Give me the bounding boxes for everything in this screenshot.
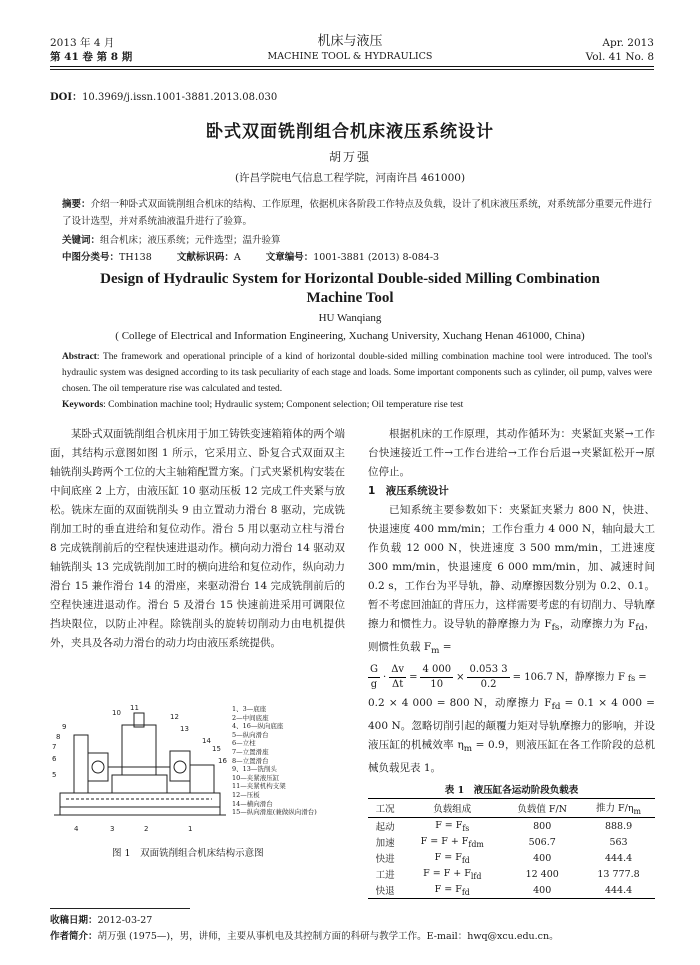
table-cell bbox=[402, 850, 502, 866]
table-cell: 13 777.8 bbox=[597, 868, 640, 880]
table-cell: 快进 bbox=[375, 854, 395, 866]
legend-item: 8—立置滑台 bbox=[232, 756, 269, 765]
col-load-value: 负载值 F/N bbox=[502, 799, 582, 818]
milling-head-right bbox=[170, 751, 190, 781]
machine-structure-drawing bbox=[52, 705, 227, 837]
frac-dv-den: Δt bbox=[392, 679, 404, 691]
callout-16: 16 bbox=[218, 757, 227, 765]
header-date: 2013 年 4 月 bbox=[50, 37, 115, 49]
legend-item: 9、13—铣削头 bbox=[232, 765, 277, 774]
col-thrust-sub: m bbox=[633, 807, 642, 817]
frac-n2-num: 0.053 3 bbox=[467, 663, 509, 678]
figure-legend bbox=[232, 705, 317, 817]
table-cell: 506.7 bbox=[528, 836, 556, 848]
journal-name-en: MACHINE TOOL & HYDRAULICS bbox=[267, 51, 433, 62]
legend-item: 5—纵向滑台 bbox=[232, 730, 269, 739]
frac-n1 bbox=[420, 663, 453, 692]
cell-subscript: fd bbox=[461, 855, 470, 865]
footnote bbox=[50, 913, 559, 945]
sub-fd: fd bbox=[635, 623, 645, 634]
table-cell: 400 bbox=[533, 852, 552, 864]
keywords-en bbox=[62, 400, 463, 410]
table-cell bbox=[402, 866, 502, 882]
table-cell: 800 bbox=[533, 820, 552, 832]
legend-item: 12—压板 bbox=[232, 790, 260, 799]
cell-text: F = F bbox=[435, 819, 463, 831]
cell-text: F = F + F bbox=[423, 867, 471, 879]
doi-label: DOI bbox=[50, 92, 73, 103]
legend-item: 6—立柱 bbox=[232, 739, 256, 748]
milling-head-left bbox=[88, 753, 108, 781]
table-cell: 400 bbox=[502, 882, 582, 899]
affiliation-cn: (许昌学院电气信息工程学院，河南许昌 461000) bbox=[234, 172, 466, 184]
transverse-slide bbox=[190, 765, 214, 793]
callout-3: 3 bbox=[110, 825, 115, 833]
load-table bbox=[368, 798, 655, 899]
article-no-value: 1001-3881 (2013) 8-084-3 bbox=[313, 252, 440, 263]
parameters-text-3: ，则惯性负载 F bbox=[368, 618, 655, 654]
table-cell: 加速 bbox=[375, 838, 395, 850]
load-table-body bbox=[368, 818, 655, 899]
cell-text: F = F bbox=[434, 851, 462, 863]
table-cell: 563 bbox=[609, 836, 628, 848]
col-load-composition: 负载组成 bbox=[402, 799, 502, 818]
sub-fd-2: fd bbox=[551, 702, 561, 713]
column bbox=[74, 735, 88, 793]
frac-n2-den: 0.2 bbox=[480, 679, 497, 691]
doi: DOI：10.3969/j.issn.1001-3881.2013.08.030 bbox=[50, 92, 278, 103]
friction-paragraph bbox=[368, 694, 655, 778]
col-thrust-text: 推力 F/η bbox=[596, 803, 634, 815]
callout-1: 1 bbox=[188, 825, 193, 833]
left-column bbox=[50, 425, 345, 653]
title-en bbox=[0, 270, 700, 308]
frac-g-num: G bbox=[368, 663, 380, 678]
work-cycle-paragraph: 根据机床的工作原理，其动作循环为：夹紧缸夹紧→工作台快速接近工件→工作台进给→工作台后退→夹紧缸松开→原位停止。 bbox=[368, 428, 655, 478]
table-row bbox=[368, 882, 655, 899]
frac-n2 bbox=[467, 663, 509, 692]
author-en: HU Wanqiang bbox=[318, 312, 382, 324]
frac-g-den: g bbox=[370, 679, 378, 691]
table-cell: 444.4 bbox=[604, 852, 633, 864]
legend-item: 4、16—纵向底座 bbox=[232, 722, 284, 731]
legend-item: 1、3—底座 bbox=[232, 705, 267, 713]
table-cell bbox=[402, 818, 502, 835]
header-volume: 第 41 卷 第 8 期 bbox=[50, 51, 133, 63]
doi-value: 10.3969/j.issn.1001-3881.2013.08.030 bbox=[82, 92, 278, 103]
author-bio-text: 胡万强 (1975—)，男，讲师，主要从事机电及其控制方面的科研与教学工作。E-mail：hwq@xcu.edu.cn。 bbox=[97, 931, 559, 942]
received-value: 2012-03-27 bbox=[97, 915, 153, 926]
callout-9: 9 bbox=[62, 723, 67, 731]
table-header-row bbox=[368, 799, 655, 818]
table-row bbox=[368, 834, 655, 850]
frac-n1-num: 4 000 bbox=[420, 663, 453, 678]
sub-fs: fs bbox=[551, 623, 560, 634]
table-cell: 444.4 bbox=[582, 882, 655, 899]
table-row bbox=[368, 850, 655, 866]
callout-10: 10 bbox=[112, 709, 121, 717]
title-en-line2: Machine Tool bbox=[306, 290, 394, 306]
title-en-line1: Design of Hydraulic System for Horizontal Double-sided Milling Combination bbox=[100, 271, 600, 287]
keywords-en-text: : Combination machine tool; Hydraulic system; Component selection; Oil temperature rise test bbox=[103, 400, 464, 410]
header-rule bbox=[50, 66, 654, 67]
parameters-text-2: ，动摩擦力为 F bbox=[559, 618, 636, 630]
inertia-formula: $\frac{G}{g}$ · $\frac{\Delta v}{\Delta t}$ = $\frac{4 000}{10}$ × $\frac{0.053 3}{0.2}$ = 106.7 N，静摩擦力 F fs = bbox=[370, 664, 647, 691]
table-1-caption: 表 1 液压缸各运动阶段负载表 bbox=[444, 785, 579, 797]
abstract-cn bbox=[62, 196, 652, 230]
abstract-cn-label: 摘要： bbox=[62, 199, 91, 210]
footnote-rule bbox=[50, 908, 190, 909]
sub-eta: m bbox=[463, 744, 473, 755]
cell-subscript: fd bbox=[461, 887, 470, 897]
legend-item: 14—横向滑台 bbox=[232, 799, 273, 808]
friction-text: 0.2 × 4 000 = 800 N，动摩擦力 F bbox=[368, 697, 552, 710]
title-cn: 卧式双面铣削组合机床液压系统设计 bbox=[206, 122, 494, 142]
header-vol-en: Vol. 41 No. 8 bbox=[585, 51, 654, 63]
abstract-en-text: : The framework and operational principle of a kind of horizontal double-sided milling combination machine tool were introduced. The tool's hydraulic system was designed according to its task peculiarity of each stage and loads. Some important components such as cylinder, oil pump, valves were chosen. The oil temperature rise was calculated and tested. bbox=[62, 352, 652, 394]
author-bio-label: 作者简介： bbox=[50, 931, 98, 942]
callout-14: 14 bbox=[202, 737, 211, 745]
legend-item: 15—纵向滑座(兼做纵向滑台) bbox=[232, 808, 317, 817]
friction-text-2: = 0.1 × 4 000 = 400 N。忽略切削引起的颠覆力矩对导轨摩擦力的影响，并设液压缸的机械效率 η bbox=[368, 697, 655, 752]
col-condition: 工况 bbox=[368, 799, 402, 818]
cell-text: F = F bbox=[434, 883, 462, 895]
col-thrust bbox=[582, 799, 655, 818]
legend-item: 7—立置滑座 bbox=[232, 747, 269, 756]
cell-subscript: fd bbox=[473, 871, 482, 881]
abstract-cn-text: 介绍一种卧式双面铣削组合机床的结构、工作原理，依据机床各阶段工作特点及负载，设计了机床液压系统，对系统部分重要元件进行了设计选型，并对系统油液温升进行了验算。 bbox=[62, 199, 652, 227]
sub-m: m bbox=[431, 646, 440, 657]
cell-subscript: m bbox=[476, 839, 484, 849]
table-cell: 快退 bbox=[368, 882, 402, 899]
table-row bbox=[368, 866, 655, 882]
abstract-en-label: Abstract bbox=[62, 352, 97, 362]
journal-name-cn: 机床与液压 bbox=[317, 34, 383, 49]
clc-value: TH138 bbox=[119, 252, 152, 263]
cell-subscript: fs bbox=[462, 823, 470, 833]
callout-2: 2 bbox=[144, 825, 149, 833]
callout-8: 8 bbox=[56, 733, 61, 741]
header-date-en: Apr. 2013 bbox=[602, 37, 654, 49]
frac-g bbox=[368, 663, 380, 692]
author-cn: 胡万强 bbox=[328, 150, 371, 164]
author-bio bbox=[50, 929, 559, 945]
frac-n1-den: 10 bbox=[430, 679, 444, 691]
table-cell: 起动 bbox=[375, 822, 395, 834]
cell-text: F = F + F bbox=[420, 835, 469, 847]
base-outline bbox=[60, 793, 220, 807]
figure-1 bbox=[52, 705, 352, 859]
keywords-en-label: Keywords bbox=[62, 400, 104, 410]
legend-item: 10—夹紧液压缸 bbox=[232, 773, 280, 782]
legend-item: 2—中间底座 bbox=[232, 713, 269, 722]
legend-item: 11—夹紧机构支架 bbox=[232, 782, 286, 791]
callout-6: 6 bbox=[52, 755, 57, 763]
clc-label: 中图分类号： bbox=[62, 252, 120, 263]
classification-cn bbox=[62, 249, 439, 263]
table-cell bbox=[402, 882, 502, 899]
formula-result: = 106.7 N，静摩擦力 F bbox=[512, 671, 625, 683]
sub-fs-2: fs bbox=[627, 672, 636, 683]
received-date bbox=[50, 913, 559, 929]
figure-1-caption: 图 1 双面铣削组合机床结构示意图 bbox=[112, 848, 264, 859]
callout-11: 11 bbox=[130, 705, 139, 712]
callout-15: 15 bbox=[212, 745, 221, 753]
keywords-cn bbox=[62, 232, 281, 246]
table-row bbox=[368, 818, 655, 835]
abstract-en bbox=[62, 349, 652, 397]
callout-13: 13 bbox=[180, 725, 189, 733]
friction-text-3: = 0.9，则液压缸在各工作阶段的总机械负载见表 1。 bbox=[368, 739, 655, 775]
table-cell: 工进 bbox=[375, 870, 395, 882]
callout-12: 12 bbox=[170, 713, 179, 721]
article-no-label: 文章编号： bbox=[265, 252, 314, 263]
keywords-cn-text: 组合机床；液压系统；元件选型；温升验算 bbox=[100, 235, 281, 246]
affiliation-en: ( College of Electrical and Information Engineering, Xuchang University, Xuchang Henan 461000, China) bbox=[115, 330, 585, 342]
header-rule-2 bbox=[50, 69, 654, 70]
callout-5: 5 bbox=[52, 771, 57, 779]
header-volume-en bbox=[586, 36, 654, 64]
section-heading: 1 液压系统设计 bbox=[368, 485, 449, 497]
cell-subscript: fd bbox=[468, 839, 477, 849]
doc-code-value: A bbox=[233, 252, 241, 263]
frac-dv-num: Δv bbox=[389, 663, 406, 678]
received-label: 收稿日期： bbox=[50, 915, 98, 926]
parameters-paragraph: 已知系统主要参数如下：夹紧缸夹紧力 800 N，快进、快退速度 400 mm/min；工作台重力 4 000 N，轴向最大工作负载 12 000 N，快进速度 3 500 mm/min，工进速度 300 mm/min，快退速度 6 000 mm/min，加、减速时间 0.2 s，工作台为平导轨，静、动摩擦因数分别为 0.2、0.1。暂不考虑回油缸的背压力，这样需要考虑的有切削力、导轨摩擦力和惯性力。设导轨的静摩擦力为 $F_{fs}$，动摩擦力为 $F_{fd}$，则惯性负载 $F_m$ = bbox=[368, 504, 655, 657]
doc-code-label: 文献标识码： bbox=[176, 252, 234, 263]
intro-paragraph: 某卧式双面铣削组合机床用于加工铸铁变速箱箱体的两个端面，其结构示意图如图 1 所示，它采用立、卧复合式双面双主轴铣削头跨两个工位的大主轴箱配置方案。门式夹紧机构安装在中间底座 2 上方，由液压缸 10 驱动压板 12 完成工件夹紧与放松。铣床左面的双面铣削头 9 由立置动力滑台 8 驱动，完成铣削加工时的垂直进给和复位动作。滑台 5 用以驱动立柱与滑台 8 完成铣削前后的空程快速进退动作。横向动力滑台 14 驱动双轴铣削头 13 完成铣削加工时的横向进给和复位动作，纵向动力滑台 15 兼作滑台 14 的滑座，来驱动滑台 14 完成铣削前后的空程快速进退动作。滑台 5 及滑台 15 快速前进采用可调限位挡块限位，以防止冲程。除铣削头的旋转切削动力由电机提供外，夹具及各动力滑台的动力均由液压系统提供。 bbox=[50, 428, 345, 649]
parameters-text: 已知系统主要参数如下：夹紧缸夹紧力 800 N，快进、快退速度 400 mm/min；工作台重力 4 000 N，轴向最大工作负载 12 000 N，快进速度 3 500 mm/min，工进速度 300 mm/min，快退速度 6 000 mm/min，加、减速时间 0.2 s，工作台为平导轨，静、动摩擦因数分别为 0.2、0.1。暂不考虑回油缸的背压力，这样需要考虑的有切削力、导轨摩擦力和惯性力。设导轨的静摩擦力为 F bbox=[368, 504, 655, 630]
table-cell bbox=[402, 834, 502, 850]
frac-dv bbox=[389, 663, 406, 692]
middle-base bbox=[112, 775, 167, 793]
right-column bbox=[368, 425, 655, 899]
keywords-cn-label: 关键词： bbox=[62, 235, 101, 246]
cell-subscript: l bbox=[470, 871, 474, 881]
table-cell: 888.9 bbox=[604, 820, 633, 832]
table-cell: 12 400 bbox=[525, 868, 559, 880]
callout-7: 7 bbox=[52, 743, 57, 751]
callout-4: 4 bbox=[74, 825, 79, 833]
